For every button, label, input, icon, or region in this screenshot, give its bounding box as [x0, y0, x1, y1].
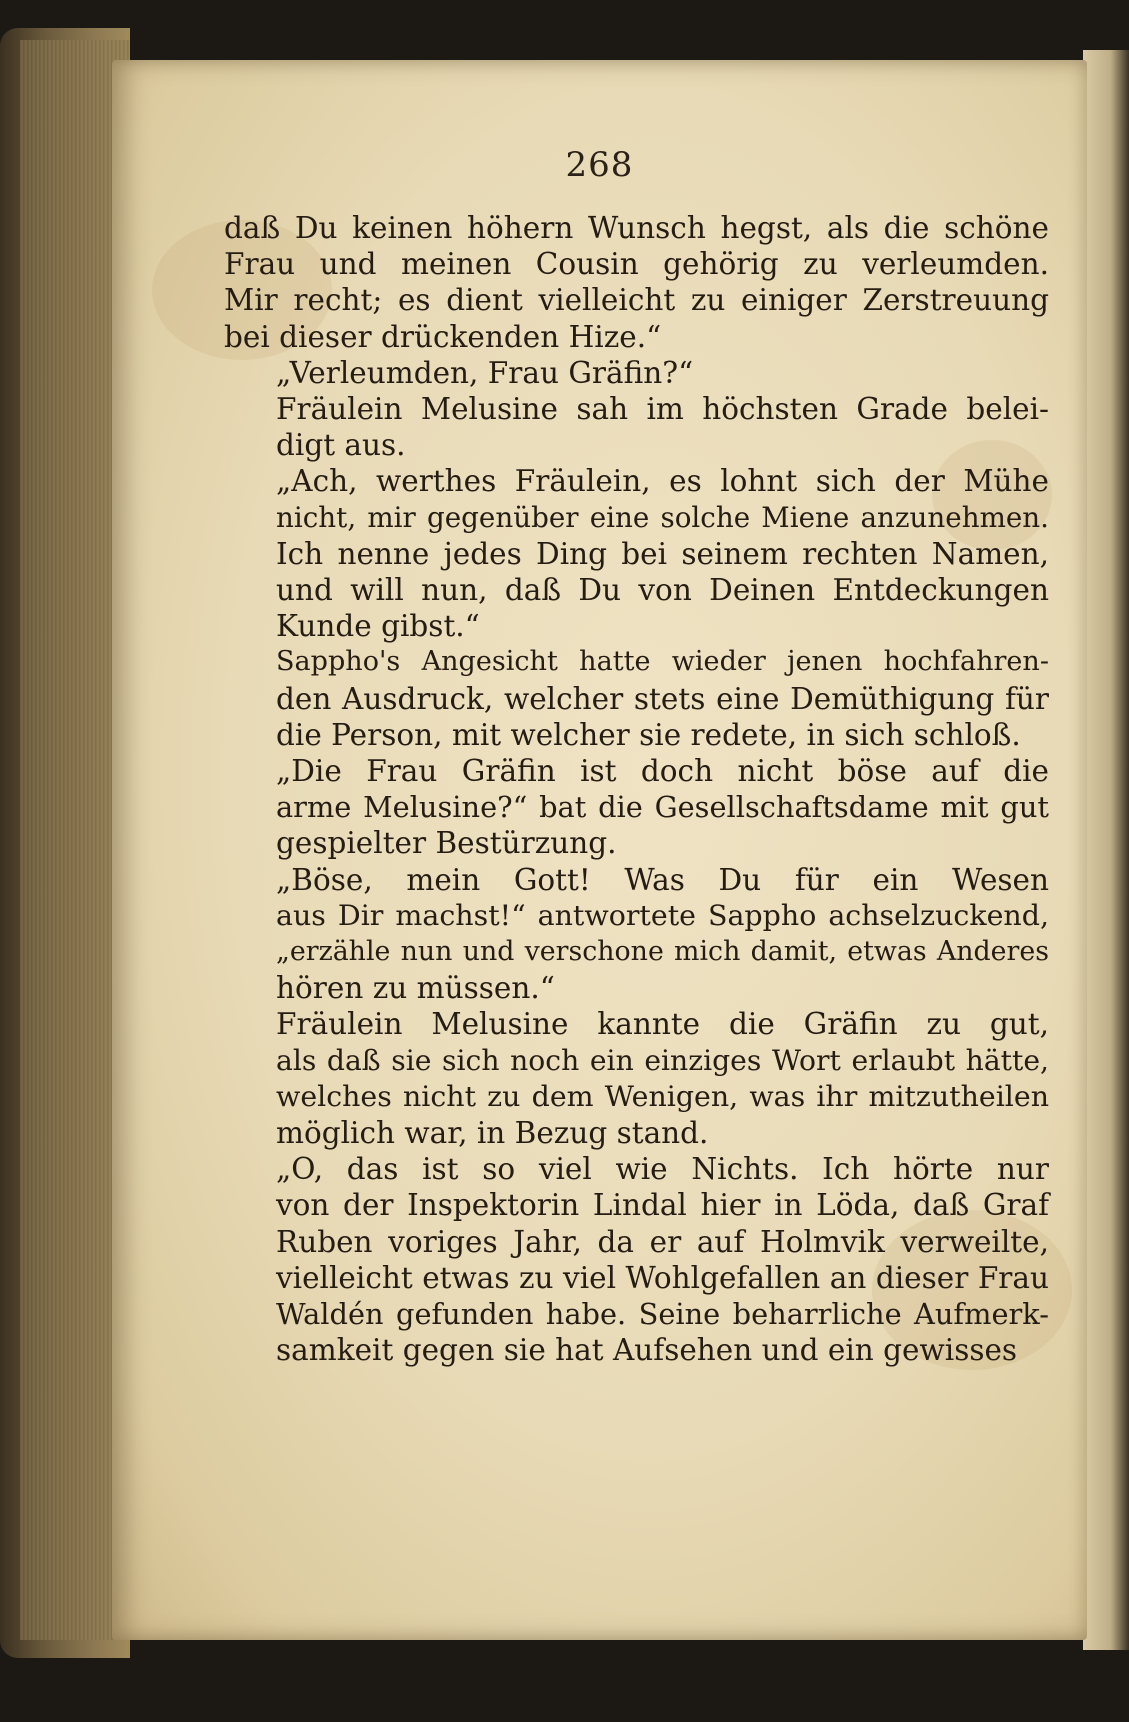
text-line: und will nun, daß Du von Deinen Entdeckungen: [276, 573, 1049, 608]
text-line: von der Inspektorin Lindal hier in Löda, daß Graf: [276, 1188, 1049, 1223]
text-line: welches nicht zu dem Wenigen, was ihr mitzutheilen: [276, 1079, 1049, 1113]
paragraph: [224, 1006, 1049, 1151]
text-line: bei dieser drückenden Hize.“: [224, 319, 662, 354]
text-line: gespielter Bestürzung.: [276, 826, 617, 861]
paragraph: [224, 862, 1049, 1007]
paragraph: [224, 355, 1049, 391]
text-line: Frau und meinen Cousin gehörig zu verleumden.: [224, 247, 1049, 282]
right-page-edge: [1083, 50, 1129, 1650]
text-line: digt aus.: [276, 428, 406, 463]
text-line: Waldén gefunden habe. Seine beharrliche Aufmerk-: [276, 1297, 1049, 1332]
text-line: samkeit gegen sie hat Aufsehen und ein gewisses: [276, 1333, 1018, 1368]
text-line: „Böse, mein Gott! Was Du für ein Wesen: [276, 862, 1049, 897]
text-line: möglich war, in Bezug stand.: [276, 1116, 709, 1151]
text-line: „Ach, werthes Fräulein, es lohnt sich der Mühe: [276, 464, 1049, 499]
paragraph: [224, 210, 1049, 355]
text-line: vielleicht etwas zu viel Wohlgefallen an dieser Frau: [276, 1260, 1049, 1295]
text-line: Mir recht; es dient vielleicht zu einiger Zerstreuung: [224, 283, 1049, 318]
text-line: nicht, mir gegenüber eine solche Miene anzunehmen.: [276, 500, 1049, 534]
text-line: als daß sie sich noch ein einziges Wort erlaubt hätte,: [276, 1043, 1049, 1077]
text-line: hören zu müssen.“: [276, 971, 555, 1006]
text-line: Sappho's Angesicht hatte wieder jenen hochfahren-: [276, 646, 1049, 678]
paragraph: [224, 1151, 1049, 1368]
book-page: [112, 60, 1087, 1640]
text-line: Fräulein Melusine sah im höchsten Grade belei-: [276, 392, 1049, 427]
text-line: Ich nenne jedes Ding bei seinem rechten Namen,: [276, 536, 1049, 571]
text-line: „Die Frau Gräfin ist doch nicht böse auf die: [276, 754, 1049, 789]
paragraph: [224, 391, 1049, 463]
paragraph: [224, 753, 1049, 862]
paragraph: [224, 644, 1049, 753]
paragraph: [224, 463, 1049, 644]
body-text: [224, 210, 1049, 1369]
text-line: daß Du keinen höhern Wunsch hegst, als die schöne: [224, 211, 1049, 245]
text-line: die Person, mit welcher sie redete, in sich schloß.: [276, 717, 1021, 752]
text-line: den Ausdruck, welcher stets eine Demüthigung für: [276, 681, 1049, 716]
page-number: 268: [565, 145, 634, 185]
text-line: Kunde gibst.“: [276, 609, 480, 644]
text-line: „Verleumden, Frau Gräfin?“: [276, 355, 694, 390]
text-line: „O, das ist so viel wie Nichts. Ich hörte nur: [276, 1152, 1049, 1187]
text-line: „erzähle nun und verschone mich damit, etwas Anderes: [276, 936, 1049, 968]
text-line: arme Melusine?“ bat die Gesellschaftsdame mit gut: [276, 790, 1049, 825]
text-line: Ruben voriges Jahr, da er auf Holmvik verweilte,: [276, 1224, 1049, 1259]
text-line: aus Dir machst!“ antwortete Sappho achselzuckend,: [276, 898, 1049, 932]
text-line: Fräulein Melusine kannte die Gräfin zu gut,: [276, 1007, 1049, 1042]
